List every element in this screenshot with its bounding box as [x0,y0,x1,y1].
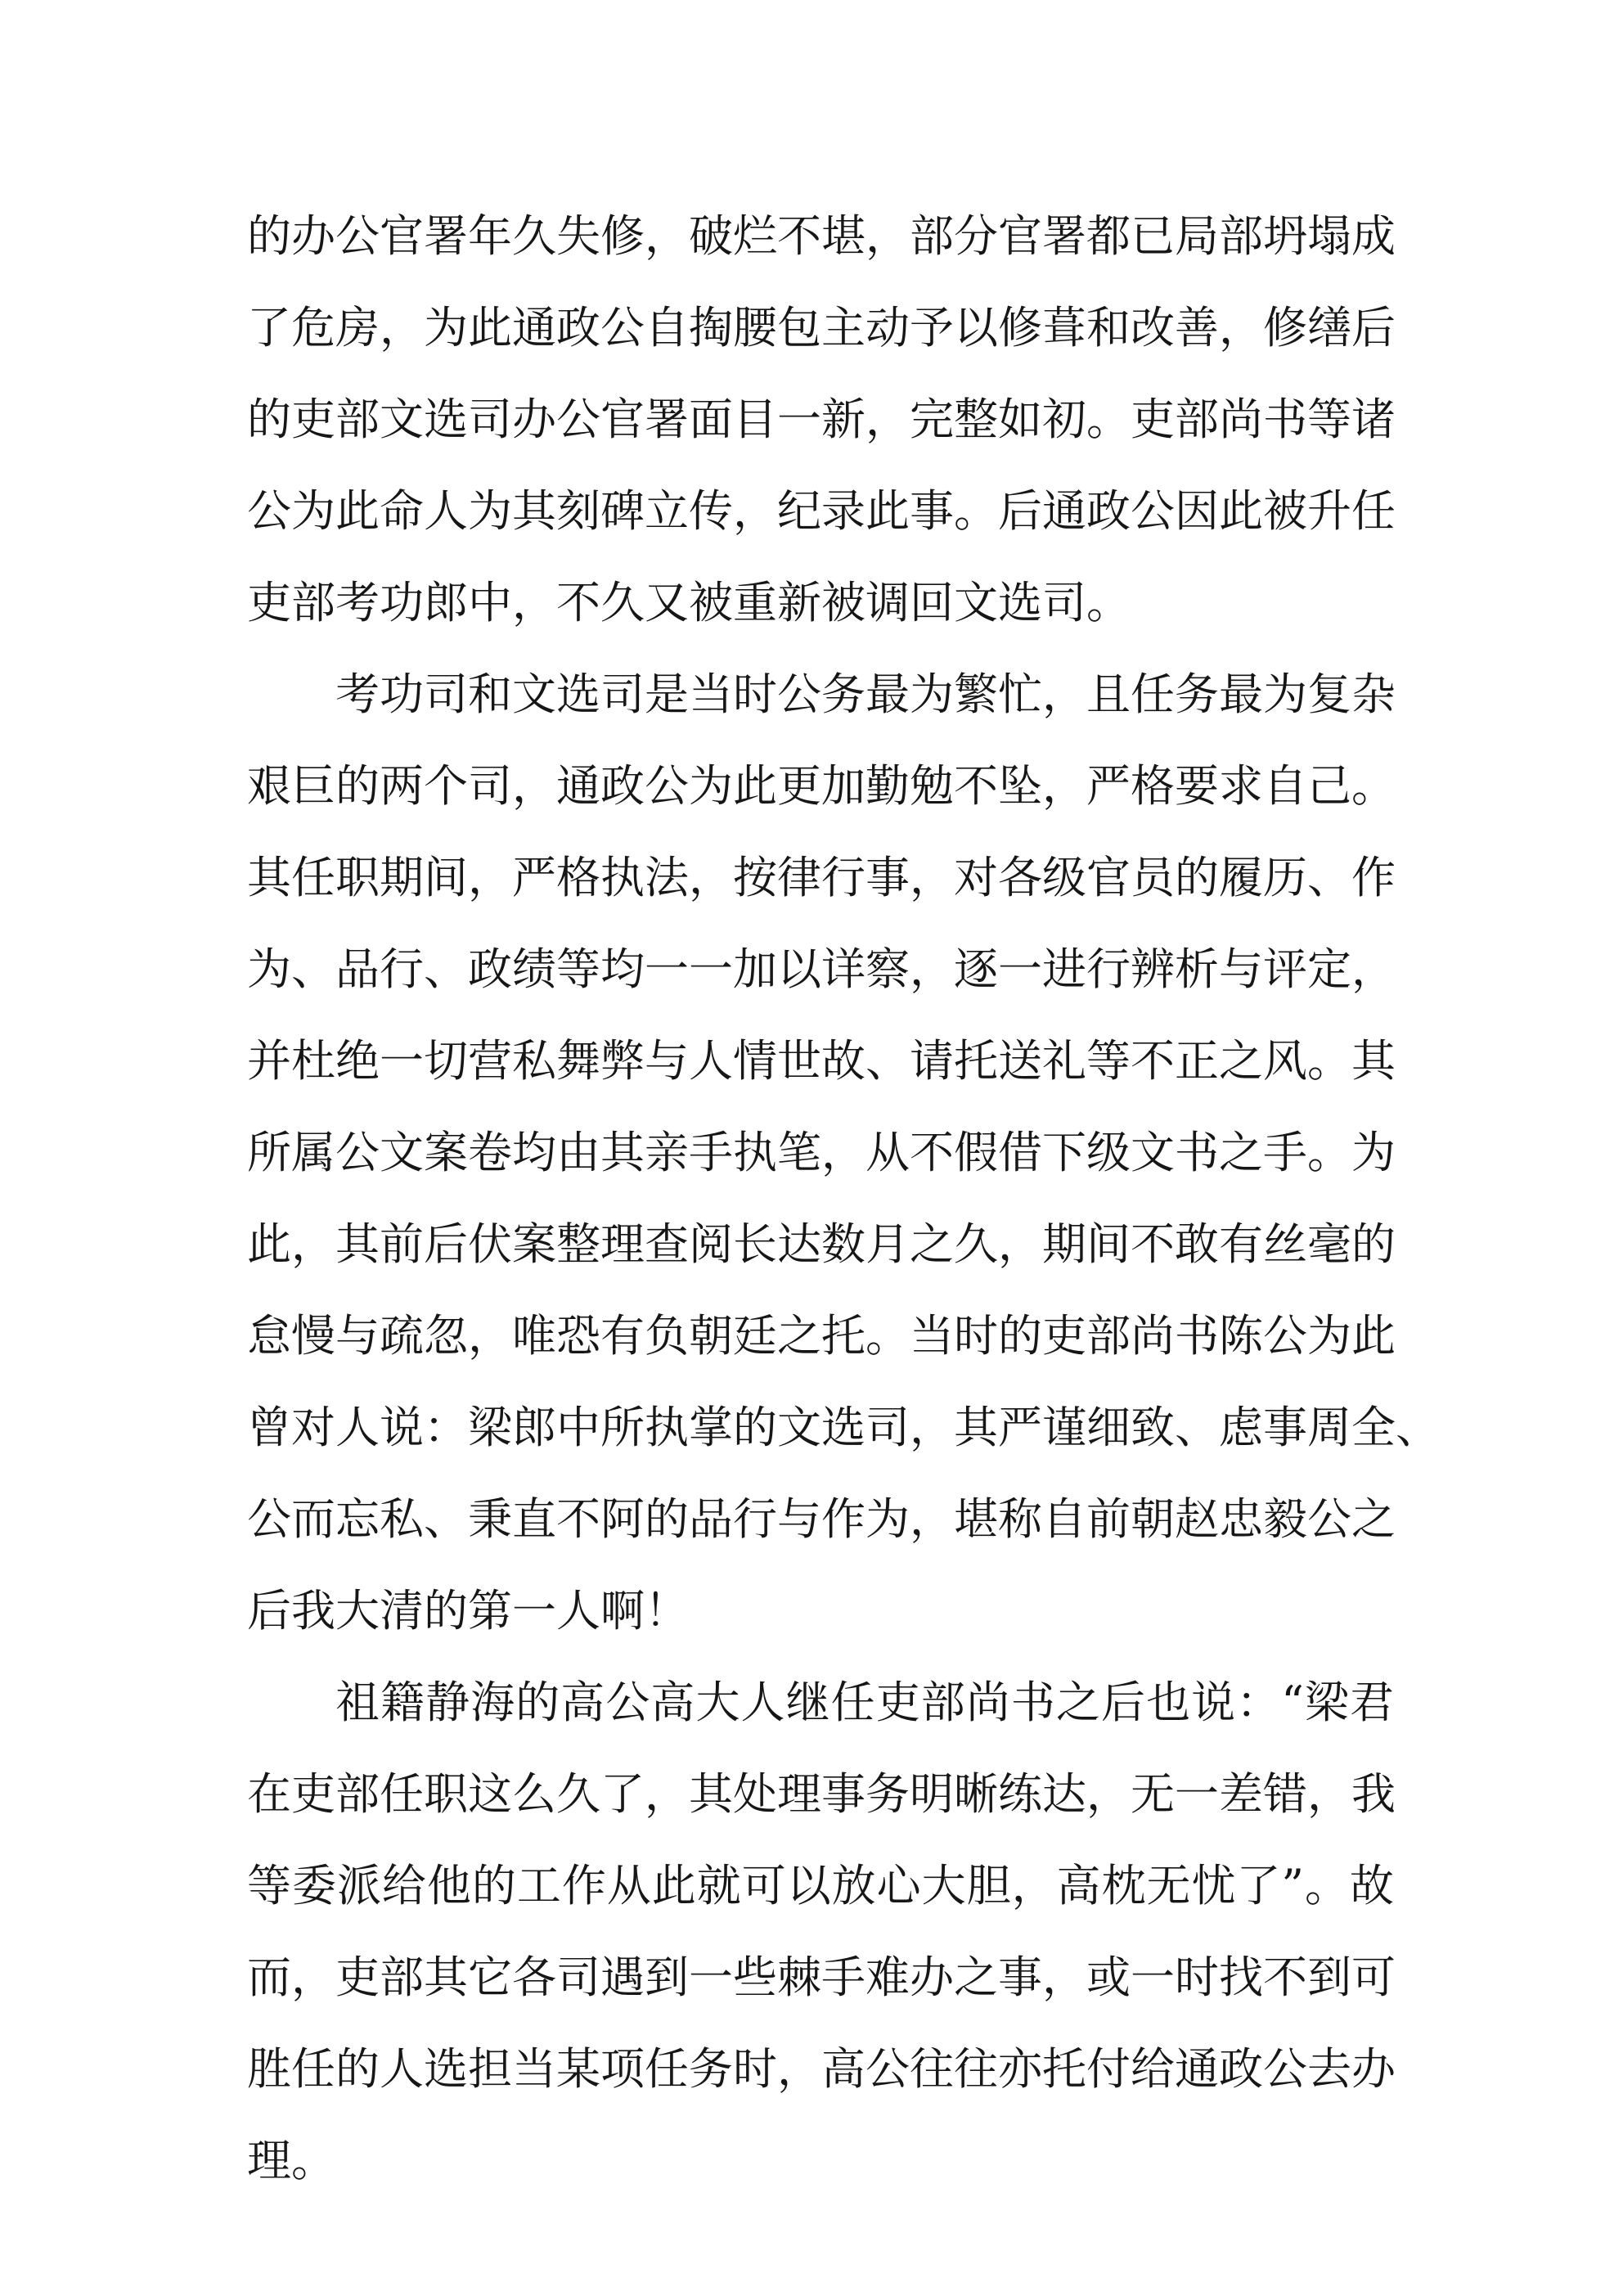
text-line: 在吏部任职这么久了，其处理事务明晰练达，无一差错，我 [247,1768,1396,1820]
text-line: 并杜绝一切营私舞弊与人情世故、请托送礼等不正之风。其 [247,1035,1396,1087]
text-line: 等委派给他的工作从此就可以放心大胆，高枕无忧了”。故 [247,1860,1394,1911]
text-line: 而，吏部其它各司遇到一些棘手难办之事，或一时找不到可 [247,1952,1396,2003]
text-line: 理。 [247,2135,335,2186]
text-line: 怠慢与疏忽，唯恐有负朝廷之托。当时的吏部尚书陈公为此 [247,1310,1396,1362]
text-line: 所属公文案卷均由其亲手执笔，从不假借下级文书之手。为 [247,1127,1396,1178]
text-line: 胜任的人选担当某项任务时，高公往往亦托付给通政公去办 [247,2043,1396,2095]
text-line: 此，其前后伏案整理查阅长达数月之久，期间不敢有丝毫的 [247,1218,1396,1270]
text-line: 为、品行、政绩等均一一加以详察，逐一进行辨析与评定， [247,943,1396,995]
paragraph-2 [247,649,1440,1657]
text-line: 后我大清的第一人啊！ [247,1585,689,1636]
text-line: 考功司和文选司是当时公务最为繁忙，且任务最为复杂 [335,669,1396,720]
text-line: 的吏部文选司办公官署面目一新，完整如初。吏部尚书等诸 [247,394,1396,445]
text-line: 了危房，为此通政公自掏腰包主动予以修葺和改善，修缮后 [247,302,1396,353]
text-line: 公为此命人为其刻碑立传，纪录此事。后通政公因此被升任 [247,485,1396,537]
paragraph-4 [247,2115,1394,2207]
text-line: 艰巨的两个司，通政公为此更加勤勉不坠，严格要求自己。 [247,760,1396,812]
paragraph-1 [247,191,1394,649]
text-line: 的办公官署年久失修，破烂不堪，部分官署都已局部坍塌成 [247,210,1396,262]
text-line: 祖籍静海的高公高大人继任吏部尚书之后也说：“梁君 [335,1677,1394,1728]
text-line: 其任职期间，严格执法，按律行事，对各级官员的履历、作 [247,852,1396,903]
text-line: 曾对人说：梁郎中所执掌的文选司，其严谨细致、虑事周全、 [247,1402,1440,1453]
paragraph-3 [247,1657,1394,2115]
text-line: 吏部考功郎中，不久又被重新被调回文选司。 [247,577,1131,628]
text-line: 公而忘私、秉直不阿的品行与作为，堪称自前朝赵忠毅公之 [247,1493,1396,1545]
body-text [247,191,1440,2207]
